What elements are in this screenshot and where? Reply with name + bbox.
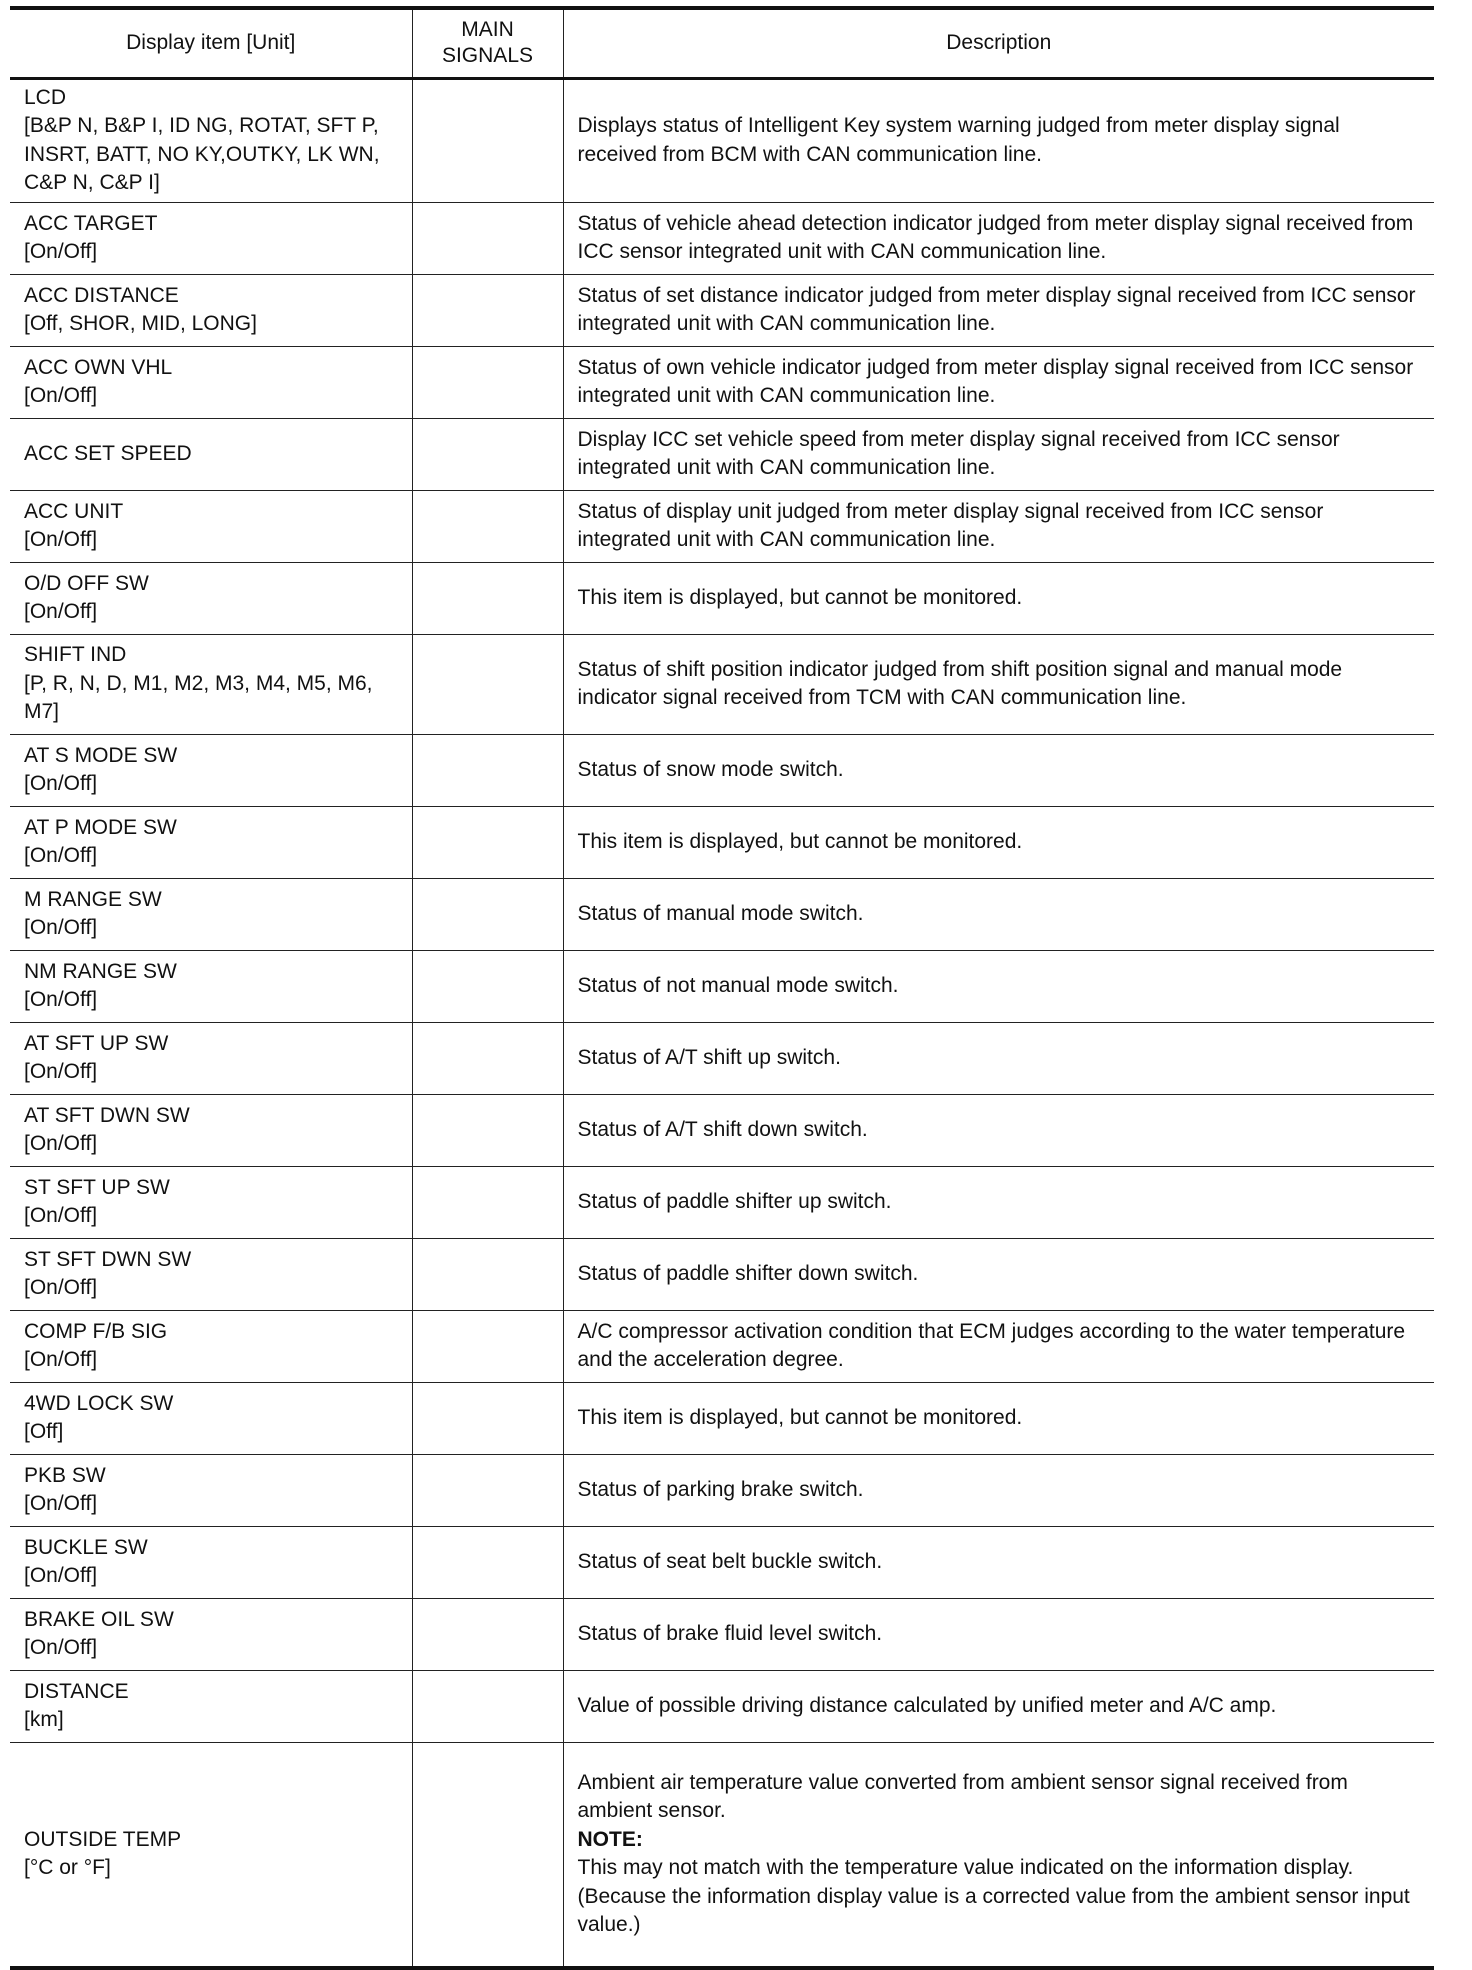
description-cell	[563, 734, 1434, 806]
description-text: Displays status of Intelligent Key system warning judged from meter display signal received from BCM with CAN communication line.	[577, 114, 1340, 166]
main-signals-cell	[412, 1526, 563, 1598]
display-item-name: ST SFT DWN SW	[24, 1247, 192, 1271]
table-row	[10, 634, 1434, 734]
description-cell	[563, 346, 1434, 418]
display-item-cell	[10, 1166, 412, 1238]
table-row	[10, 274, 1434, 346]
description-text: Status of vehicle ahead detection indicator judged from meter display signal received from ICC sensor integrated unit with CAN communication line.	[577, 211, 1414, 263]
display-item-cell	[10, 806, 412, 878]
description-cell	[563, 1238, 1434, 1310]
display-item-name: 4WD LOCK SW	[24, 1391, 174, 1415]
display-item-unit: [Off, SHOR, MID, LONG]	[24, 312, 257, 335]
table-row	[10, 1742, 1434, 1968]
description-text: Status of brake fluid level switch.	[577, 1621, 883, 1645]
header-main-signals	[412, 8, 563, 78]
description-text: Ambient air temperature value converted from ambient sensor signal received from ambient sensor.	[577, 1770, 1348, 1823]
display-item-cell	[10, 202, 412, 274]
display-item-name: LCD	[24, 85, 67, 109]
display-item-name: ACC OWN VHL	[24, 355, 173, 379]
display-item-cell	[10, 562, 412, 634]
description-text: Status of display unit judged from meter display signal received from ICC sensor integrated unit with CAN communication line.	[577, 499, 1324, 551]
main-signals-cell	[412, 78, 563, 202]
display-item-name: M RANGE SW	[24, 887, 162, 911]
description-cell	[563, 78, 1434, 202]
display-item-name: O/D OFF SW	[24, 571, 149, 595]
description-text: A/C compressor activation condition that ECM judges according to the water temperature and the acceleration degree.	[577, 1319, 1406, 1371]
description-cell	[563, 1454, 1434, 1526]
display-item-unit: [B&P N, B&P I, ID NG, ROTAT, SFT P, INSRT, BATT, NO KY,OUTKY, LK WN, C&P N, C&P I]	[24, 114, 380, 194]
description-text: Status of paddle shifter up switch.	[577, 1189, 892, 1213]
table-header-row	[10, 8, 1434, 78]
header-main-signals-line1: MAIN	[461, 18, 514, 42]
display-item-name: AT SFT UP SW	[24, 1031, 169, 1055]
description-cell	[563, 418, 1434, 490]
main-signals-cell	[412, 346, 563, 418]
description-cell	[563, 1742, 1434, 1968]
display-item-cell	[10, 1454, 412, 1526]
main-signals-cell	[412, 634, 563, 734]
table-row	[10, 202, 1434, 274]
display-item-name: PKB SW	[24, 1463, 106, 1487]
data-monitor-table	[10, 6, 1434, 1970]
description-cell	[563, 1094, 1434, 1166]
display-item-cell	[10, 1526, 412, 1598]
table-row	[10, 490, 1434, 562]
table-row	[10, 562, 1434, 634]
main-signals-cell	[412, 202, 563, 274]
display-item-cell	[10, 1670, 412, 1742]
display-item-name: ST SFT UP SW	[24, 1175, 170, 1199]
display-item-unit: [On/Off]	[24, 1204, 98, 1227]
header-description-label: Description	[946, 31, 1052, 55]
description-text: Status of parking brake switch.	[577, 1477, 864, 1501]
display-item-cell	[10, 878, 412, 950]
main-signals-cell	[412, 490, 563, 562]
display-item-cell	[10, 1022, 412, 1094]
display-item-name: COMP F/B SIG	[24, 1319, 168, 1343]
display-item-unit: [On/Off]	[24, 1492, 98, 1515]
table-row	[10, 1670, 1434, 1742]
description-text: Status of manual mode switch.	[577, 901, 864, 925]
display-item-name: AT P MODE SW	[24, 815, 177, 839]
main-signals-cell	[412, 1598, 563, 1670]
description-text: Value of possible driving distance calculated by unified meter and A/C amp.	[577, 1693, 1277, 1717]
main-signals-cell	[412, 418, 563, 490]
display-item-cell	[10, 1598, 412, 1670]
main-signals-cell	[412, 274, 563, 346]
description-cell	[563, 1670, 1434, 1742]
table-row	[10, 1166, 1434, 1238]
description-text: Status of not manual mode switch.	[577, 973, 899, 997]
display-item-name: NM RANGE SW	[24, 959, 177, 983]
display-item-unit: [P, R, N, D, M1, M2, M3, M4, M5, M6, M7]	[24, 671, 373, 724]
table-row	[10, 1238, 1434, 1310]
table-row	[10, 806, 1434, 878]
note-label: NOTE:	[577, 1827, 643, 1851]
display-item-unit: [On/Off]	[24, 1636, 98, 1659]
display-item-unit: [On/Off]	[24, 988, 98, 1011]
table-row	[10, 1598, 1434, 1670]
main-signals-cell	[412, 1166, 563, 1238]
data-monitor-table-container	[10, 6, 1434, 1970]
description-cell	[563, 202, 1434, 274]
display-item-cell	[10, 418, 412, 490]
description-text: This item is displayed, but cannot be monitored.	[577, 1405, 1023, 1429]
main-signals-cell	[412, 1742, 563, 1968]
table-row	[10, 1310, 1434, 1382]
header-description	[563, 8, 1434, 78]
display-item-unit: [On/Off]	[24, 1348, 98, 1371]
display-item-unit: [Off]	[24, 1420, 64, 1443]
description-text: Status of snow mode switch.	[577, 757, 844, 781]
display-item-name: SHIFT IND	[24, 643, 127, 667]
description-cell	[563, 634, 1434, 734]
main-signals-cell	[412, 806, 563, 878]
display-item-name: ACC UNIT	[24, 499, 124, 523]
display-item-unit: [On/Off]	[24, 240, 98, 263]
display-item-cell	[10, 1094, 412, 1166]
display-item-unit: [On/Off]	[24, 1132, 98, 1155]
display-item-unit: [°C or °F]	[24, 1856, 111, 1880]
header-display-item	[10, 8, 412, 78]
display-item-unit: [On/Off]	[24, 1060, 98, 1083]
display-item-unit: [On/Off]	[24, 844, 98, 867]
display-item-name: BUCKLE SW	[24, 1535, 148, 1559]
display-item-name: AT S MODE SW	[24, 743, 178, 767]
header-display-item-label: Display item [Unit]	[126, 31, 296, 55]
description-cell	[563, 1526, 1434, 1598]
table-row	[10, 950, 1434, 1022]
display-item-cell	[10, 1382, 412, 1454]
display-item-name: DISTANCE	[24, 1679, 129, 1703]
description-cell	[563, 490, 1434, 562]
description-cell	[563, 950, 1434, 1022]
description-text: This item is displayed, but cannot be monitored.	[577, 585, 1023, 609]
description-cell	[563, 1022, 1434, 1094]
table-row	[10, 1526, 1434, 1598]
main-signals-cell	[412, 1310, 563, 1382]
description-text: Status of own vehicle indicator judged from meter display signal received from ICC sensor integrated unit with CAN communication line.	[577, 355, 1414, 407]
description-text: Status of seat belt buckle switch.	[577, 1549, 883, 1573]
main-signals-cell	[412, 1022, 563, 1094]
display-item-cell	[10, 634, 412, 734]
display-item-cell	[10, 346, 412, 418]
display-item-name: OUTSIDE TEMP	[24, 1827, 182, 1851]
display-item-cell	[10, 1310, 412, 1382]
description-cell	[563, 562, 1434, 634]
main-signals-cell	[412, 734, 563, 806]
display-item-unit: [On/Off]	[24, 384, 98, 407]
description-text: Status of shift position indicator judged from shift position signal and manual mode indicator signal received from TCM with CAN communication line.	[577, 657, 1343, 709]
table-row	[10, 1022, 1434, 1094]
display-item-cell	[10, 78, 412, 202]
main-signals-cell	[412, 950, 563, 1022]
main-signals-cell	[412, 562, 563, 634]
main-signals-cell	[412, 878, 563, 950]
display-item-cell	[10, 950, 412, 1022]
display-item-cell	[10, 274, 412, 346]
table-row	[10, 1454, 1434, 1526]
table-row	[10, 734, 1434, 806]
display-item-name: ACC DISTANCE	[24, 283, 179, 307]
main-signals-cell	[412, 1238, 563, 1310]
description-text: Display ICC set vehicle speed from meter display signal received from ICC sensor integrated unit with CAN communication line.	[577, 427, 1340, 479]
description-text: Status of set distance indicator judged from meter display signal received from ICC sensor integrated unit with CAN communication line.	[577, 283, 1416, 335]
display-item-unit: [On/Off]	[24, 772, 98, 795]
display-item-name: ACC TARGET	[24, 211, 158, 235]
display-item-unit: [On/Off]	[24, 528, 98, 551]
description-text: Status of A/T shift down switch.	[577, 1117, 868, 1141]
main-signals-cell	[412, 1094, 563, 1166]
description-cell	[563, 1598, 1434, 1670]
display-item-name: ACC SET SPEED	[24, 441, 192, 465]
table-body	[10, 78, 1434, 1968]
display-item-unit: [On/Off]	[24, 1276, 98, 1299]
note-text: This may not match with the temperature value indicated on the information display. (Because the information display value is a corrected value from the ambient sensor input value.)	[577, 1856, 1410, 1937]
main-signals-cell	[412, 1382, 563, 1454]
display-item-name: BRAKE OIL SW	[24, 1607, 174, 1631]
table-row	[10, 418, 1434, 490]
description-cell	[563, 806, 1434, 878]
description-text: Status of A/T shift up switch.	[577, 1045, 841, 1069]
header-main-signals-line2: SIGNALS	[441, 44, 534, 68]
display-item-cell	[10, 1238, 412, 1310]
display-item-cell	[10, 490, 412, 562]
description-cell	[563, 274, 1434, 346]
display-item-unit: [On/Off]	[24, 600, 98, 623]
table-row	[10, 878, 1434, 950]
description-cell	[563, 1166, 1434, 1238]
display-item-cell	[10, 1742, 412, 1968]
description-cell	[563, 878, 1434, 950]
description-cell	[563, 1382, 1434, 1454]
display-item-cell	[10, 734, 412, 806]
display-item-unit: [On/Off]	[24, 1564, 98, 1587]
main-signals-cell	[412, 1670, 563, 1742]
display-item-unit: [On/Off]	[24, 916, 98, 939]
description-cell	[563, 1310, 1434, 1382]
description-text: Status of paddle shifter down switch.	[577, 1261, 919, 1285]
display-item-unit: [km]	[24, 1708, 64, 1731]
description-text: This item is displayed, but cannot be monitored.	[577, 829, 1023, 853]
main-signals-cell	[412, 1454, 563, 1526]
display-item-name: AT SFT DWN SW	[24, 1103, 190, 1127]
table-row	[10, 1094, 1434, 1166]
table-row	[10, 1382, 1434, 1454]
table-row	[10, 346, 1434, 418]
table-row	[10, 78, 1434, 202]
